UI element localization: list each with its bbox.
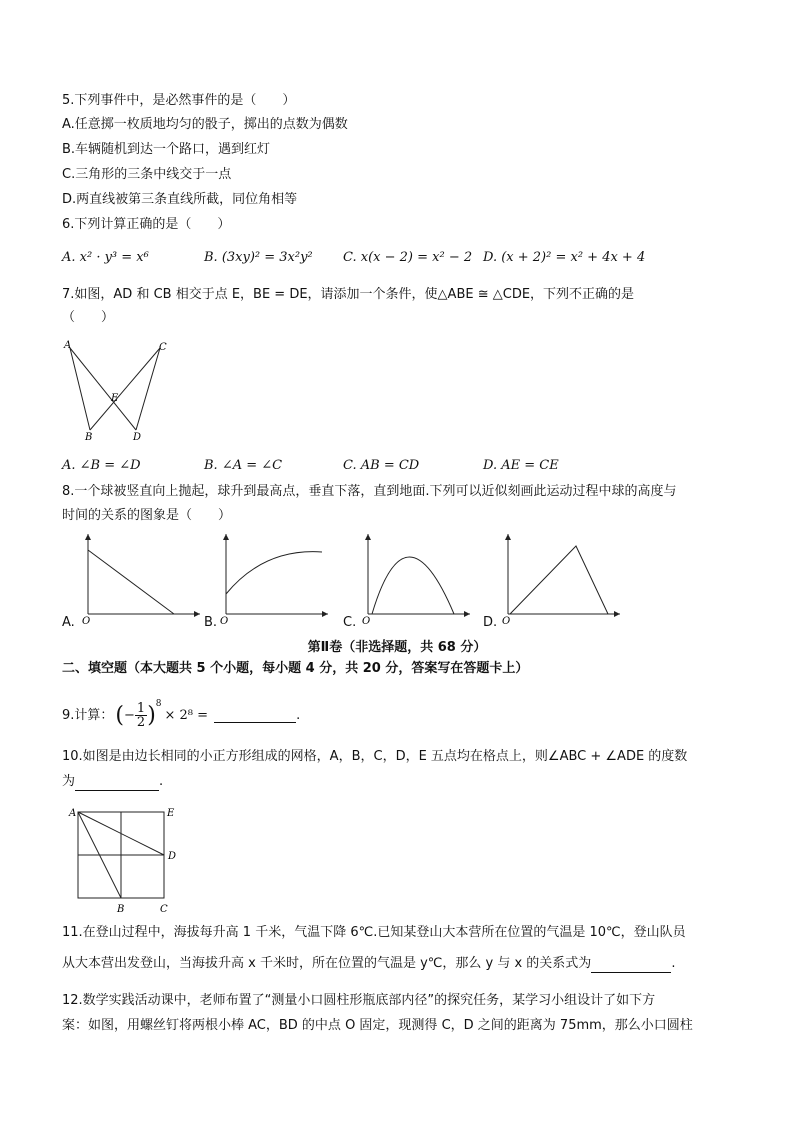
q7-option-b: B. ∠A = ∠C [204, 458, 283, 473]
q5-option-b: B.车辆随机到达一个路口，遇到红灯 [62, 142, 271, 157]
q8-label-c: C. [343, 615, 357, 630]
q11-line2-text: 从大本营出发登山，当海拔升高 x 千米时，所在位置的气温是 y℃，那么 y 与 x 的关系式为 [62, 956, 592, 971]
q8-graph-c [356, 530, 476, 626]
q10-line2 [62, 773, 163, 791]
q12-line1: 12.数学实践活动课中，老师布置了“测量小口圆柱形瓶底部内径”的探究任务，某学习小组设计了如下方 [62, 993, 656, 1008]
q7-option-d: D. AE = CE [483, 458, 559, 473]
volume-title: 第Ⅱ卷（非选择题，共 68 分） [307, 640, 487, 655]
q8-stem-line1: 8.一个球被竖直向上抛起，球升到最高点，垂直下落，直到地面.下列可以近似刻画此运动过程中球的高度与 [62, 484, 677, 499]
q5-stem: 5.下列事件中，是必然事件的是（ ） [62, 93, 296, 108]
q6-stem: 6.下列计算正确的是（ ） [62, 217, 231, 232]
q11-line1: 11.在登山过程中，海拔每升高 1 千米，气温下降 6℃.已知某登山大本营所在位置的气温是 10℃，登山队员 [62, 925, 686, 940]
q7-label-d: D [133, 432, 142, 443]
q5-option-c: C.三角形的三条中线交于一点 [62, 167, 232, 182]
q10-label-a: A [69, 808, 77, 819]
q8-stem-line2: 时间的关系的图象是（ ） [62, 508, 232, 523]
q9-left-paren: ( [115, 702, 124, 728]
q9-line [62, 698, 301, 730]
q8-origin-c: O [362, 616, 371, 626]
q8-graph-d [496, 530, 626, 626]
q7-paren: （ ） [62, 310, 115, 325]
q6-option-c: C. x(x − 2) = x² − 2 [343, 250, 473, 265]
q9-minus: − [124, 707, 135, 723]
q7-option-c: C. AB = CD [343, 458, 420, 473]
q7-label-b: B [85, 432, 93, 443]
q9-end: . [296, 707, 301, 723]
q7-option-a: A. ∠B = ∠D [62, 458, 141, 473]
q8-graph-a [76, 530, 206, 626]
q10-grid-figure [64, 802, 188, 920]
q8-label-d: D. [483, 615, 498, 630]
q9-fraction [135, 702, 147, 729]
q10-stem: 10.如图是由边长相同的小正方形组成的网格，A，B，C，D，E 五点均在格点上，则∠ABC + ∠ADE 的度数 [62, 749, 688, 764]
section-heading: 二、填空题（本大题共 5 个小题，每小题 4 分，共 20 分，答案写在答题卡上） [62, 661, 529, 676]
q10-label-c: C [160, 904, 168, 915]
q10-stem2: 为 [62, 774, 76, 789]
q9-prefix: 9.计算： [62, 707, 114, 723]
q9-frac-den: 2 [136, 715, 146, 730]
q11-end: . [671, 956, 676, 971]
q9-right-paren: ) [147, 702, 156, 728]
q7-label-e: E [111, 393, 119, 404]
q8-origin-a: O [82, 616, 91, 626]
q10-label-d: D [168, 851, 177, 862]
q10-label-b: B [117, 904, 125, 915]
q9-frac-num: 1 [136, 701, 146, 716]
q11-answer-blank[interactable] [591, 958, 671, 973]
q9-answer-blank[interactable] [214, 708, 296, 723]
q5-option-d: D.两直线被第三条直线所截，同位角相等 [62, 192, 298, 207]
q7-label-c: C [159, 342, 167, 353]
q9-exponent: 8 [155, 698, 162, 709]
q8-graph-b [214, 530, 334, 626]
q6-option-d: D. (x + 2)² = x² + 4x + 4 [483, 250, 646, 265]
q8-origin-b: O [220, 616, 229, 626]
q5-option-a: A.任意掷一枚质地均匀的骰子，掷出的点数为偶数 [62, 117, 348, 132]
q10-label-e: E [167, 808, 175, 819]
q12-line2: 案：如图，用螺丝钉将两根小棒 AC，BD 的中点 O 固定，现测得 C，D 之间的距离为 75mm，那么小口圆柱 [62, 1018, 693, 1033]
q10-end: . [159, 774, 164, 789]
q10-answer-blank[interactable] [75, 776, 159, 791]
q7-figure [60, 338, 180, 446]
q8-label-a: A. [62, 615, 75, 630]
q11-line2 [62, 955, 675, 973]
q6-option-b: B. (3xy)² = 3x²y² [204, 250, 313, 265]
q8-origin-d: O [502, 616, 511, 626]
q7-stem: 7.如图，AD 和 CB 相交于点 E，BE = DE，请添加一个条件，使△ABE ≅ △CDE，下列不正确的是 [62, 287, 635, 302]
q6-option-a: A. x² · y³ = x⁶ [62, 250, 149, 265]
q9-tail: × 2⁸ = [164, 707, 209, 723]
q7-label-a: A [64, 340, 72, 351]
q8-label-b: B. [204, 615, 218, 630]
